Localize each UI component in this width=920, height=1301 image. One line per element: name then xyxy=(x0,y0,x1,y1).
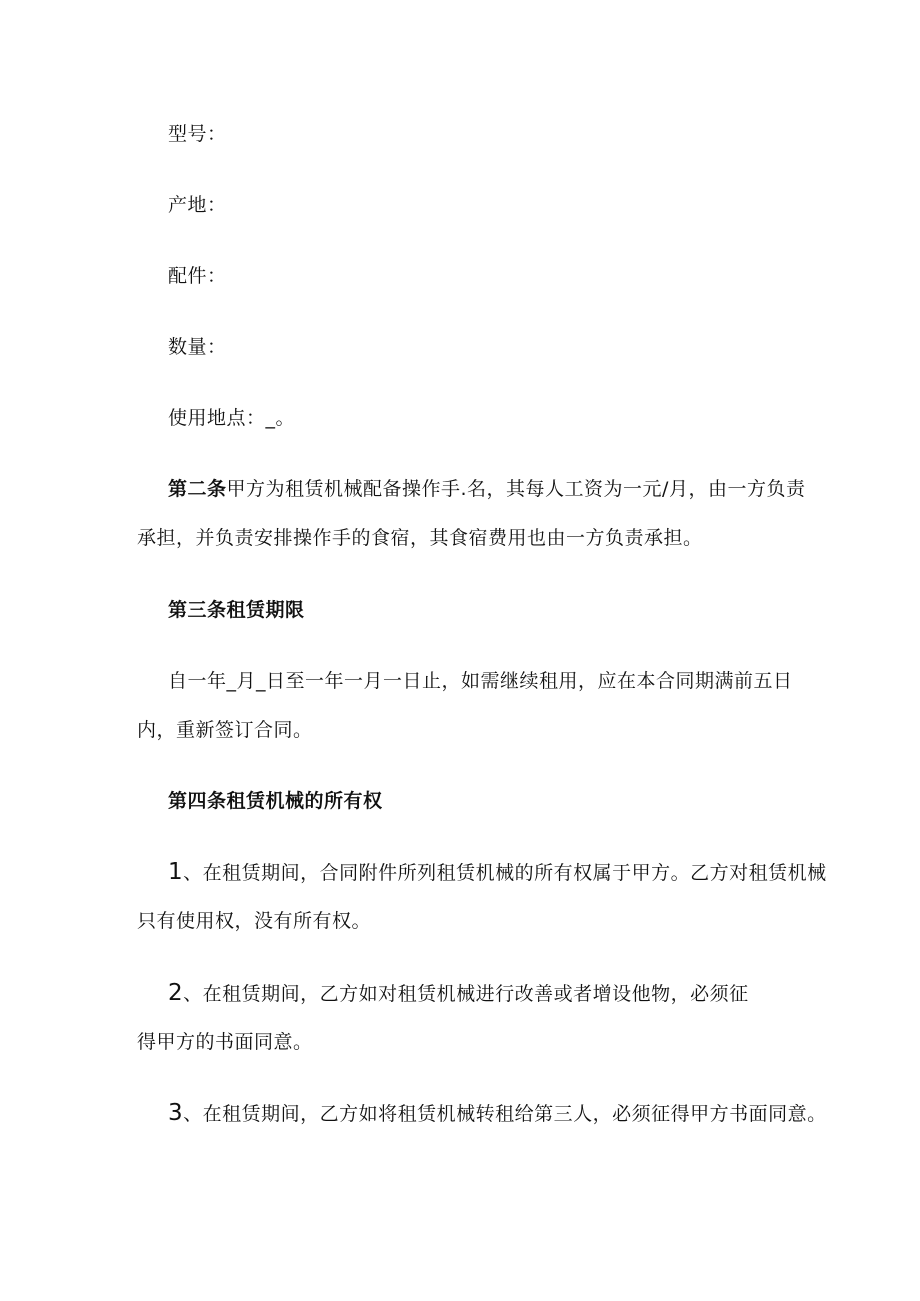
article4-item1-line1 xyxy=(168,860,827,885)
item2-text: 、在租赁期间，乙方如对租赁机械进行改善或者增设他物，必须征 xyxy=(183,983,749,1005)
field-model: 型号： xyxy=(168,123,227,145)
article2-text: 甲方为租赁机械配备操作手.名，其每人工资为一元/月，由一方负责 xyxy=(226,478,806,500)
article2-line1 xyxy=(168,477,805,501)
article4-item3-line1 xyxy=(168,1101,827,1126)
field-location: 使用地点：_。 xyxy=(168,407,296,429)
article4-item1-line2: 只有使用权，没有所有权。 xyxy=(137,910,372,932)
article3-heading: 第三条租赁期限 xyxy=(168,599,305,621)
field-origin: 产地： xyxy=(168,194,227,216)
item2-number: 2 xyxy=(168,980,184,1006)
article3-line1: 自一年_月_日至一年一月一日止，如需继续租用，应在本合同期满前五日 xyxy=(168,670,793,692)
article4-item2-line1 xyxy=(168,981,749,1006)
article2-heading: 第二条 xyxy=(168,478,227,500)
field-accessories: 配件： xyxy=(168,265,227,287)
article2-line2: 承担，并负责安排操作手的食宿，其食宿费用也由一方负责承担。 xyxy=(137,527,703,549)
article3-line2: 内，重新签订合同。 xyxy=(137,719,313,741)
item3-number: 3 xyxy=(168,1100,184,1126)
article4-heading: 第四条租赁机械的所有权 xyxy=(168,790,383,812)
item1-text: 、在租赁期间，合同附件所列租赁机械的所有权属于甲方。乙方对租赁机械 xyxy=(183,862,827,884)
field-quantity: 数量： xyxy=(168,336,227,358)
item3-text: 、在租赁期间，乙方如将租赁机械转租给第三人，必须征得甲方书面同意。 xyxy=(183,1103,827,1125)
item1-number: 1 xyxy=(168,859,184,885)
article4-item2-line2: 得甲方的书面同意。 xyxy=(137,1031,313,1053)
